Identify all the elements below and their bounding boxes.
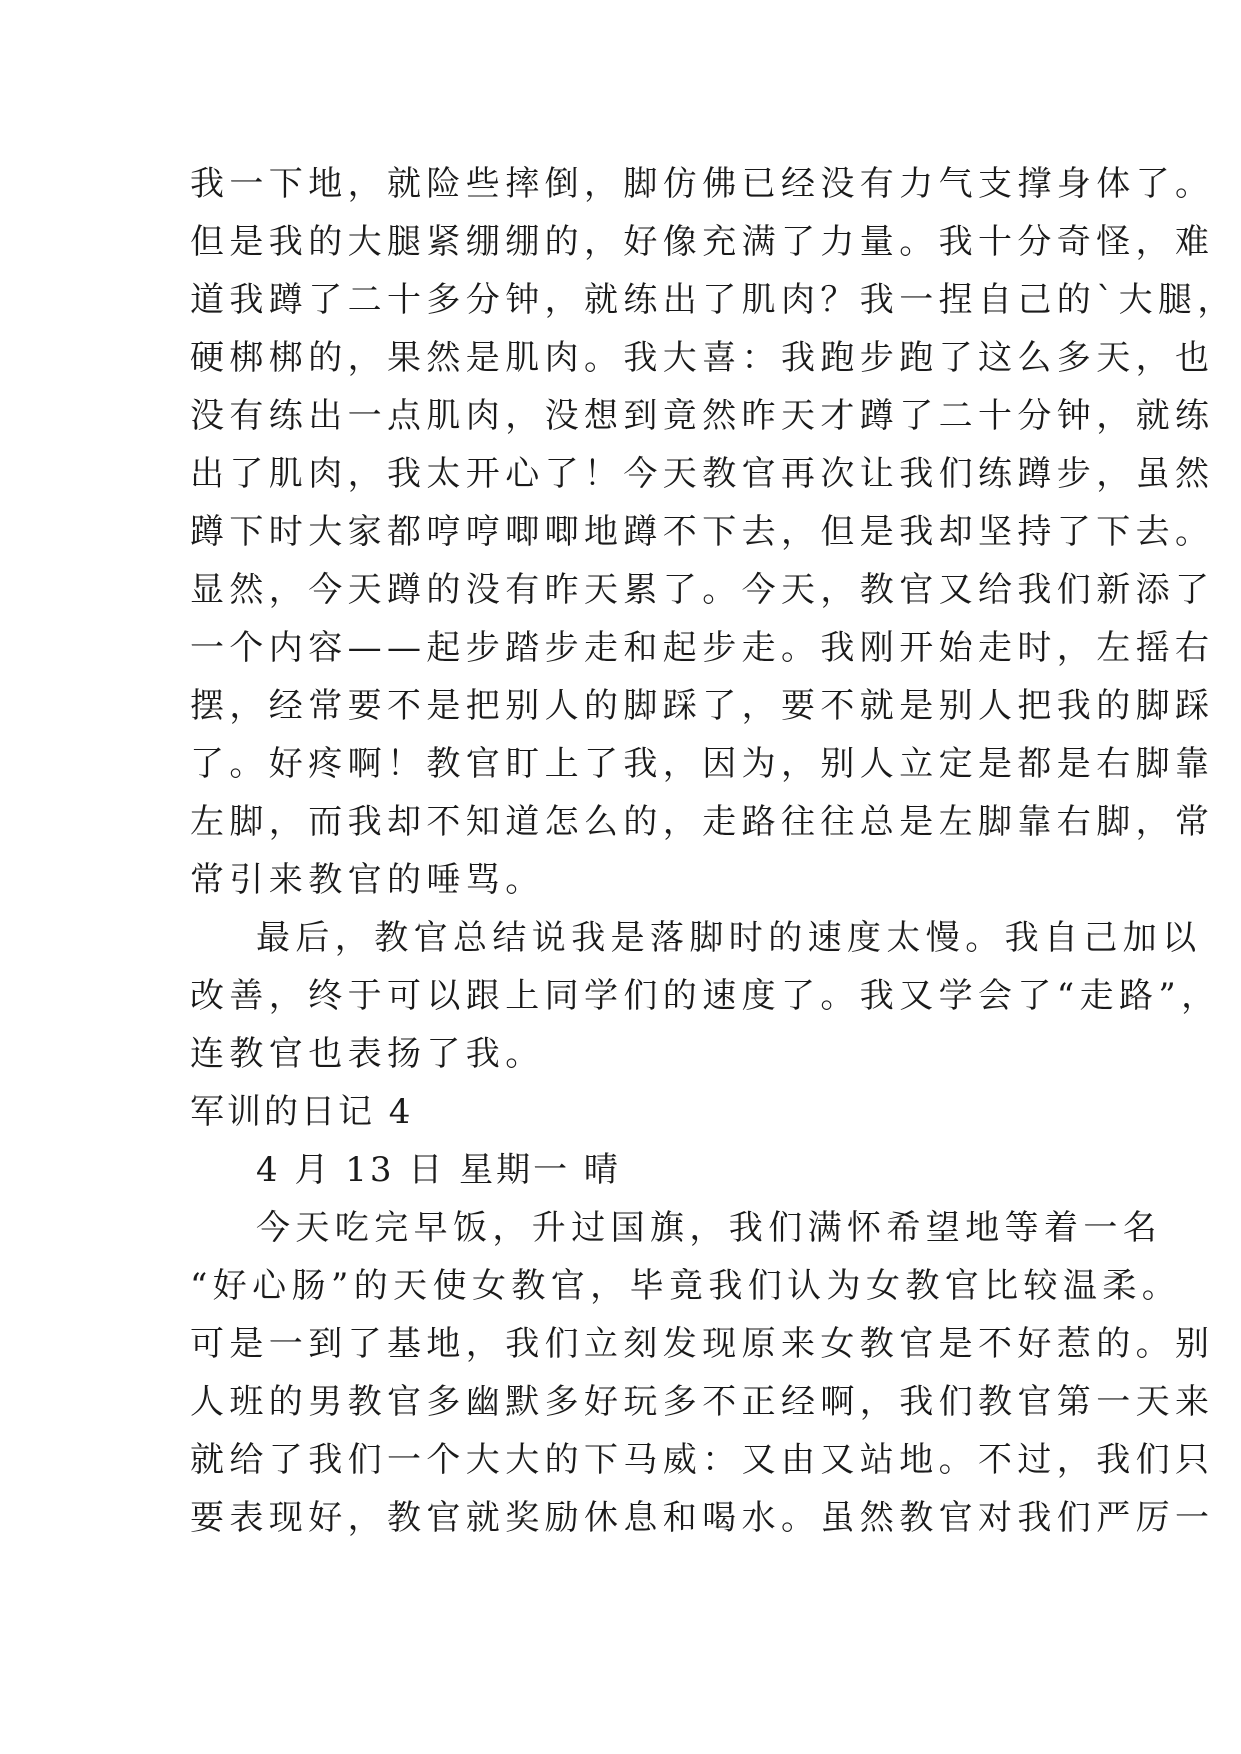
text-line: 常引来教官的唾骂。 (190, 860, 545, 900)
text-line: 出了肌肉，我太开心了！今天教官再次让我们练蹲步，虽然 (190, 454, 1215, 494)
text-line: 人班的男教官多幽默多好玩多不正经啊，我们教官第一天来 (190, 1382, 1215, 1422)
paragraph-start-line: 今天吃完早饭，升过国旗，我们满怀希望地等着一名 (256, 1208, 1163, 1248)
text-line: 就给了我们一个大大的下马威：又由又站地。不过，我们只 (190, 1440, 1215, 1480)
text-line: 左脚，而我却不知道怎么的，走路往往总是左脚靠右脚，常 (190, 802, 1215, 842)
section-title: 军训的日记 4 (190, 1092, 414, 1132)
text-line: 硬梆梆的，果然是肌肉。我大喜：我跑步跑了这么多天，也 (190, 338, 1215, 378)
text-line: 了。好疼啊！教官盯上了我，因为，别人立定是都是右脚靠 (190, 744, 1215, 784)
text-line: 要表现好，教官就奖励休息和喝水。虽然教官对我们严厉一 (190, 1498, 1215, 1538)
text-line: 摆，经常要不是把别人的脚踩了，要不就是别人把我的脚踩 (190, 686, 1215, 726)
text-line: 蹲下时大家都哼哼唧唧地蹲不下去，但是我却坚持了下去。 (190, 512, 1215, 552)
text-line: 连教官也表扬了我。 (190, 1034, 545, 1074)
text-line: 改善，终于可以跟上同学们的速度了。我又学会了“走路”， (190, 976, 1221, 1016)
text-line: 没有练出一点肌肉，没想到竟然昨天才蹲了二十分钟，就练 (190, 396, 1215, 436)
paragraph-start-line: 最后，教官总结说我是落脚时的速度太慢。我自己加以 (256, 918, 1202, 958)
text-line: 但是我的大腿紧绷绷的，好像充满了力量。我十分奇怪，难 (190, 222, 1215, 262)
text-line: 道我蹲了二十多分钟，就练出了肌肉？我一捏自己的`大腿， (190, 280, 1237, 320)
text-line: 我一下地，就险些摔倒，脚仿佛已经没有力气支撑身体了。 (190, 164, 1215, 204)
diary-date-line: 4 月 13 日 星期一 晴 (256, 1150, 621, 1190)
text-line: 一个内容——起步踏步走和起步走。我刚开始走时，左摇右 (190, 628, 1215, 668)
text-line: 显然，今天蹲的没有昨天累了。今天，教官又给我们新添了 (190, 570, 1215, 610)
text-line: 可是一到了基地，我们立刻发现原来女教官是不好惹的。别 (190, 1324, 1215, 1364)
text-line: “好心肠”的天使女教官，毕竟我们认为女教官比较温柔。 (190, 1266, 1182, 1306)
